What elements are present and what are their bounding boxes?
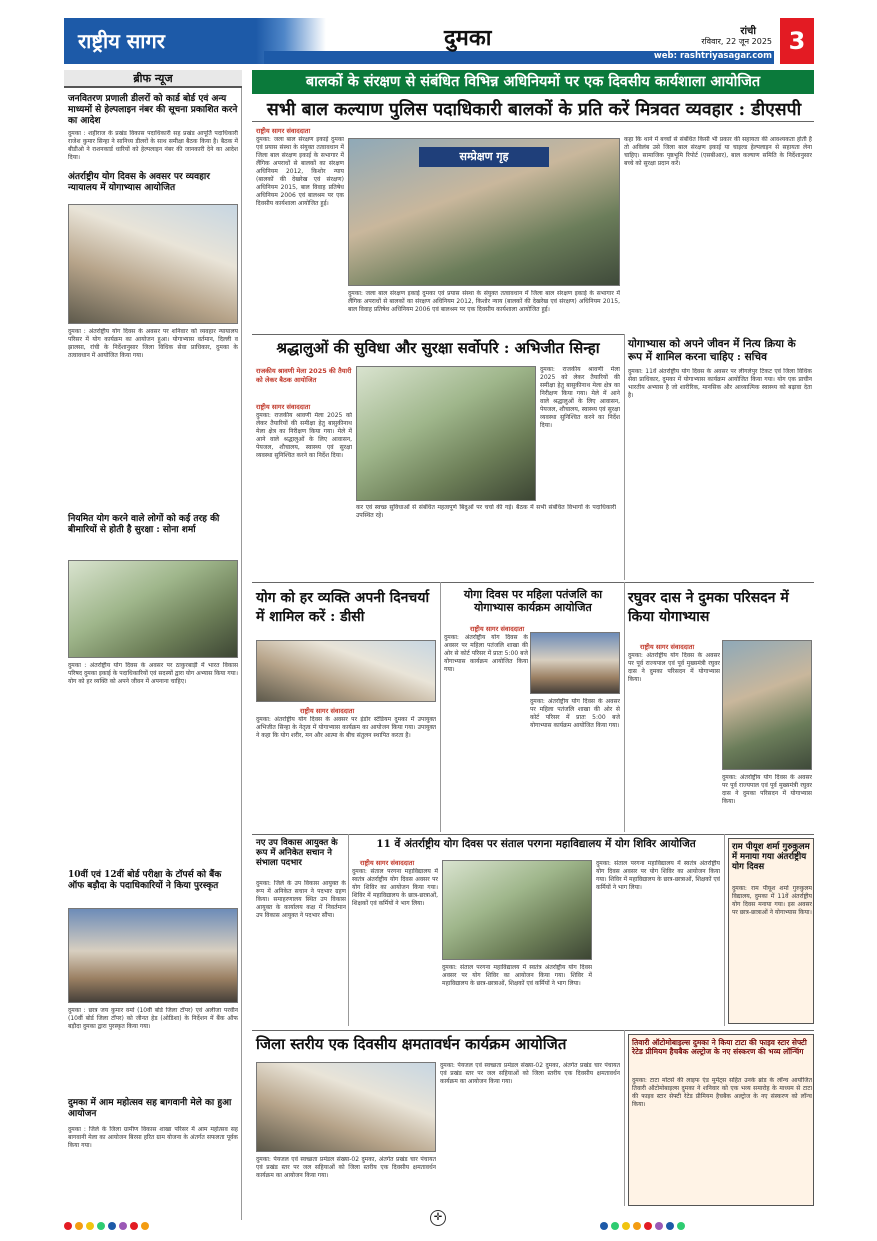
story-two-text-right: दुमका: राजकीय श्रावणी मेला 2025 को लेकर तैयारियों की समीक्षा हेतु बासुकीनाथ मेला क्षेत्र का निरीक्षण किया गया। मेले में आने वाले श्रद्धालुओं के लिए आवासन, पेयजल, शौचालय, स्वास्थ्य एवं सुरक्षा व्यवस्था सुनिश्चित करने का निर्देश दिया। bbox=[540, 366, 620, 429]
footer-dots-left bbox=[64, 1215, 152, 1225]
story-eight-headline: नए उप विकास आयुक्त के रूप में अनिकेत सचान ने संभाला पदभार bbox=[256, 838, 338, 869]
story-five-headline: योगा दिवस पर महिला पतंजलि का योगाभ्यास कार्यक्रम आयोजित bbox=[463, 588, 603, 615]
row-three-rule bbox=[252, 582, 814, 583]
story-five-text-right: दुमका: अंतर्राष्ट्रीय योग दिवस के अवसर पर महिला पतंजलि शाखा की ओर से कोर्ट परिसर में प्रातः 5:00 बजे योगाभ्यास कार्यक्रम आयोजित किया गया। bbox=[530, 698, 620, 729]
story-ten-text-right: दुमका: पेयजल एवं स्वच्छता प्रमंडल संख्या-02 दुमका, अंतर्गत प्रखंड चार पंचायत एवं प्रखंड स्तर पर जल सहियाओं को जिला स्तरीय एक दिवसीय क्षमतावर्धन कार्यक्रम का आयोजन किया गया। bbox=[440, 1062, 620, 1085]
brief-headline-5: दुमका में आम महोत्सव सह बागवानी मेले का हुआ आयोजन bbox=[68, 1098, 232, 1119]
story-three-headline: योगाभ्यास को अपने जीवन में नित्य क्रिया के रूप में शामिल करना चाहिए : सचिव bbox=[628, 338, 796, 363]
brief-headline-1: जनवितरण प्रणाली डीलरों को कार्ड बोर्ड एवं अन्य माध्यमों से हेल्पलाइन नंबर की सूचना प्रकाशित करने का आदेश bbox=[68, 94, 238, 126]
story-seven-text-left: दुमका: संताल परगना महाविद्यालय में स्वतंत्र अंतर्राष्ट्रीय योग दिवस अवसर पर योग शिविर का आयोजन किया गया। शिविर में महाविद्यालय के छात्र-छात्राओं, शिक्षकों एवं कर्मियों ने भाग लिया। bbox=[352, 868, 438, 907]
brief-text-4: दुमका : छात्र जय कुमार वर्मा (10वीं बोर्ड जिला टॉपर) एवं अलीजा परवीन (10वीं बोर्ड जिला टॉपर) को जीनत हेड (ओडिशा) के निर्देशन में बैंक ऑफ बड़ौदा दुमका द्वारा पुरस्कृत किया गया। bbox=[68, 1007, 238, 1030]
yoga-court-photo bbox=[68, 204, 238, 324]
yoga-camp-college-photo bbox=[442, 860, 592, 960]
indoor-stadium-yoga-photo bbox=[256, 640, 436, 702]
story-eleven-headline: तिवारी ऑटोमोबाइल्स दुमका ने किया टाटा की फाइव स्टार सेफ्टी रेटेड प्रीमियम हैचबैक अल्ट्रोज के नए संस्करण की भव्य लॉन्चिंग bbox=[632, 1038, 807, 1056]
masthead bbox=[64, 18, 814, 64]
photo-sign-board: सम्प्रेक्षण गृह bbox=[419, 147, 549, 167]
workshop-banner: बालकों के संरक्षण से संबंधित विभिन्न अधिनियमों पर एक दिवसीय कार्यशाला आयोजित bbox=[252, 70, 814, 94]
yoga-thakurbari-photo bbox=[68, 560, 238, 658]
story-four-headline: योग को हर व्यक्ति अपनी दिनचर्या में शामिल करें : डीसी bbox=[256, 590, 430, 625]
main-headline: सभी बाल कल्याण पुलिस पदाधिकारी बालकों के प्रति करें मित्रवत व्यवहार : डीएसपी bbox=[266, 100, 802, 120]
capacity-building-photo bbox=[256, 1062, 436, 1152]
story-six-text-left: दुमका: अंतर्राष्ट्रीय योग दिवस के अवसर पर पूर्व राज्यपाल एवं पूर्व मुख्यमंत्री रघुवर दास ने दुमका परिसदन में योगाभ्यास किया। bbox=[628, 652, 720, 683]
story-seven-text-right: दुमका: संताल परगना महाविद्यालय में स्वतंत्र अंतर्राष्ट्रीय योग दिवस अवसर पर योग शिविर का आयोजन किया गया। शिविर में महाविद्यालय के छात्र-छात्राओं, शिक्षकों एवं कर्मियों ने भाग लिया। bbox=[596, 860, 720, 891]
story-five-byline: राष्ट्रीय सागर संवाददाता bbox=[470, 625, 525, 633]
website-url[interactable]: web: rashtriyasagar.com bbox=[653, 51, 772, 61]
story-two-byline: राष्ट्रीय सागर संवाददाता bbox=[256, 403, 311, 411]
registration-mark-icon: ✛ bbox=[430, 1210, 446, 1226]
brief-text-3: दुमका : अंतर्राष्ट्रीय योग दिवस के अवसर पर ठाकुरबाड़ी में भारत विकास परिषद दुमका इकाई के पदाधिकारियों एवं सदस्यों द्वारा योग अभ्यास किया गया। योग को हर व्यक्ति को अपने जीवन में अपनाना चाहिए। bbox=[68, 662, 238, 685]
story-nine-headline: राम पीयूश शर्मा गुरुकुलम में मनाया गया अंतर्राष्ट्रीय योग दिवस bbox=[732, 842, 810, 873]
story-three-divider bbox=[624, 334, 625, 580]
story-six-text-right: दुमका: अंतर्राष्ट्रीय योग दिवस के अवसर पर पूर्व राज्यपाल एवं पूर्व मुख्यमंत्री रघुवर दास ने दुमका परिसदन में योगाभ्यास किया। bbox=[722, 774, 812, 805]
main-text-left: दुमका: जला बाल संरक्षण इकाई दुमका एवं प्रयास संस्था के संयुक्त तत्वावधान में जिला बाल संरक्षण इकाई के सभागार में लैंगिक अपराधों से बालकों का संरक्षण अधिनियम 2012, किशोर न्याय (बालकों की देखरेख एवं संरक्षण) अधिनियम 2015, बाल विवाह प्रतिषेध अधिनियम 2006 एवं बालश्रम पर एक दिवसीय कार्यशाला आयोजित हुई। bbox=[256, 136, 344, 207]
story-six-byline: राष्ट्रीय सागर संवाददाता bbox=[640, 643, 695, 651]
story-seven-divider-left bbox=[348, 834, 349, 1026]
story-nine-text: दुमका: राम पीयूश शर्मा गुरुकुलम विद्यालय, दुमका में 11वें अंतर्राष्ट्रीय योग दिवस मनाया गया। इस अवसर पर छात्र-छात्राओं ने योगाभ्यास किया। bbox=[732, 885, 812, 916]
brief-text-1: दुमका : शहीराज के प्रखंड विकास पदाधिकारी सह प्रखंड आपूर्ति पदाधिकारी राजेश कुमार सिन्हा ने सानिध्य डीलरों के साथ समीक्षा बैठक किया है। बैठक में बीडीओ ने राशनकार्ड धारियों को हेल्पलाइन नंबर की जानकारी देने का आदेश दिया। bbox=[68, 130, 238, 161]
shravani-mela-photo bbox=[356, 366, 536, 501]
brief-headline-2: अंतर्राष्ट्रीय योग दिवस के अवसर पर व्यवहार न्यायालय में योगाभ्यास आयोजित bbox=[68, 172, 210, 193]
story-five-divider bbox=[440, 582, 441, 832]
story-ten-headline: जिला स्तरीय एक दिवसीय क्षमतावर्धन कार्यक्रम आयोजित bbox=[256, 1035, 567, 1053]
story-eleven-divider bbox=[624, 1030, 625, 1206]
story-seven-text-mid: दुमका: संताल परगना महाविद्यालय में स्वतंत्र अंतर्राष्ट्रीय योग दिवस अवसर पर योग शिविर का आयोजन किया गया। शिविर में महाविद्यालय के छात्र-छात्राओं, शिक्षकों एवं कर्मियों ने भाग लिया। bbox=[442, 964, 592, 987]
story-two-headline: श्रद्धालुओं की सुविधा और सुरक्षा सर्वोपरि : अभिजीत सिन्हा bbox=[276, 339, 600, 357]
brief-news-title: ब्रीफ न्यूज bbox=[64, 70, 242, 88]
brand-name: राष्ट्रीय सागर bbox=[78, 29, 165, 53]
main-text-right: कहा कि थाने में बच्चों से संबंधित किसी भी प्रकार की सहायता की आवश्यकता होती है तो अविलंब उसे जिला बाल संरक्षण इकाई या चाइल्ड हेल्पलाइन से सहायता लेना चाहिए। सामाजिक पृष्ठभूमि रिपोर्ट (एसबीआर), बाल कल्याण समिति के निर्देशानुसार बच्चे को सुरक्षा प्रदान करें। bbox=[624, 136, 812, 167]
footer-dots-right bbox=[600, 1215, 688, 1225]
story-four-byline: राष्ट्रीय सागर संवाददाता bbox=[300, 707, 355, 715]
main-bottom-rule bbox=[252, 334, 624, 335]
raghubar-das-photo bbox=[722, 640, 812, 770]
brief-text-5: दुमका : जिले के जिला ग्रामीण विकास शाखा परिसर में आम महोत्सव सह बागवानी मेला का आयोजन बिरसा हरित ग्राम योजना के अंतर्गत सफलता पूर्वक किया गया। bbox=[68, 1126, 238, 1149]
story-two-text-left: दुमका: राजकीय श्रावणी मेला 2025 को लेकर तैयारियों की समीक्षा हेतु बासुकीनाथ मेला क्षेत्र का निरीक्षण किया गया। मेले में आने वाले श्रद्धालुओं के लिए आवासन, पेयजल, शौचालय, स्वास्थ्य एवं सुरक्षा व्यवस्था सुनिश्चित करने का निर्देश दिया। bbox=[256, 412, 352, 459]
brief-news-column bbox=[64, 70, 242, 1220]
brief-headline-3: नियमित योग करने वाले लोगों को कई तरह की बीमारियों से होती है सुरक्षा : सोना शर्मा bbox=[68, 514, 220, 535]
page-number: 3 bbox=[780, 18, 814, 64]
city-title: दुमका bbox=[444, 25, 492, 51]
story-nine-box bbox=[728, 838, 814, 1024]
brief-text-2: दुमका : अंतर्राष्ट्रीय योग दिवस के अवसर पर शनिवार को व्यवहार न्यायालय परिसर में योग कार्यक्रम का आयोजन हुआ। योगाभ्यास वर्तमान, दिल्ली व झालसा, रांची के निर्देशानुसार जिला विधिक सेवा प्राधिकार, दुमका के तत्वावधान में आयोजित किया गया। bbox=[68, 328, 238, 359]
edition-date: रविवार, 22 जून 2025 bbox=[701, 37, 772, 46]
brief-headline-4: 10वीं एवं 12वीं बोर्ड परीक्षा के टॉपर्स को बैंक ऑफ बड़ौदा के पदाधिकारियों ने किया पुरस्कृत bbox=[68, 870, 222, 891]
story-two-text-bottom: कर एवं स्वच्छ सुविधाओं से संबंधित महत्वपूर्ण बिंदुओं पर चर्चा की गई। बैठक में सभी संबंधित विभागों के पदाधिकारी उपस्थित रहे। bbox=[356, 504, 616, 519]
observation-home-photo bbox=[348, 138, 620, 286]
story-five-text-left: दुमका: अंतर्राष्ट्रीय योग दिवस के अवसर पर महिला पतंजलि शाखा की ओर से कोर्ट परिसर में प्रातः 5:00 बजे योगाभ्यास कार्यक्रम आयोजित किया गया। bbox=[444, 634, 528, 673]
story-three-text: दुमका: 11वें अंतर्राष्ट्रीय योग दिवस के अवसर पर लीगलेपुर टिकट एवं जिला विधिक सेवा प्राधिकार, दुमका में योगाभ्यास कार्यक्रम आयोजित किया गया। योग एक प्राचीन भारतीय अभ्यास है जो शारीरिक, मानसिक और आध्यात्मिक स्वास्थ्य को बढ़ावा देता है। bbox=[628, 368, 812, 399]
story-seven-byline: राष्ट्रीय सागर संवाददाता bbox=[360, 859, 415, 867]
story-six-headline: रघुवर दास ने दुमका परिसदन में किया योगाभ्यास bbox=[628, 590, 789, 625]
story-nine-divider bbox=[724, 834, 725, 1026]
brand-block bbox=[64, 18, 264, 64]
story-eight-text: दुमका: जिले के उप विकास आयुक्त के रूप में अनिकेत सचान ने पदभार ग्रहण किया। समाहरणालय स्थित उप विकास आयुक्त के कार्यालय कक्ष में निवर्तमान उप विकास आयुक्त ने पदभार सौंपा। bbox=[256, 880, 346, 919]
story-four-text: दुमका: अंतर्राष्ट्रीय योग दिवस के अवसर पर इंडोर स्टेडियम दुमका में उपायुक्त अभिजीत सिन्हा के नेतृत्व में योगाभ्यास कार्यक्रम का आयोजन किया गया। उपायुक्त ने कहा कि योग शरीर, मन और आत्मा के बीच संतुलन स्थापित करता है। bbox=[256, 716, 436, 739]
story-eleven-text: दुमका: टाटा मोटर्स की लाइफ एंड मुमेंट्स सहित उनके ब्रांड के लॉन्च आयोजित तिवारी ऑटोमोबाइल्स दुमका ने शनिवार को एक भव्य समारोह के माध्यम से टाटा की फाइव स्टार सेफ्टी रेटेड प्रीमियम हैचबैक अल्ट्रोज के नए संस्करण को लॉन्च किया। bbox=[632, 1077, 812, 1108]
story-seven-headline: 11 वें अंतर्राष्ट्रीय योग दिवस पर संताल परगना महाविद्यालय में योग शिविर आयोजित bbox=[376, 838, 696, 850]
story-eleven-box bbox=[628, 1034, 814, 1206]
story-two-tag: राजकीय श्रावणी मेला 2025 की तैयारी को लेकर बैठक आयोजित bbox=[256, 367, 352, 384]
main-text-mid: दुमका: जला बाल संरक्षण इकाई दुमका एवं प्रयास संस्था के संयुक्त तत्वावधान में जिला बाल संरक्षण इकाई के सभागार में लैंगिक अपराधों से बालकों का संरक्षण अधिनियम 2012, किशोर न्याय (बालकों की देखरेख एवं संरक्षण) अधिनियम 2015, बाल विवाह प्रतिषेध अधिनियम 2006 एवं बालश्रम पर एक दिवसीय कार्यशाला आयोजित हुई। bbox=[348, 290, 620, 313]
story-six-divider bbox=[624, 582, 625, 832]
patanjali-yoga-photo bbox=[530, 632, 620, 694]
row-five-rule bbox=[252, 1030, 814, 1031]
edition-place: रांची bbox=[740, 26, 756, 37]
main-headline-rule bbox=[252, 121, 814, 122]
main-byline: राष्ट्रीय सागर संवाददाता bbox=[256, 127, 311, 135]
bank-toppers-photo bbox=[68, 908, 238, 1003]
story-ten-text-left: दुमका: पेयजल एवं स्वच्छता प्रमंडल संख्या-02 दुमका, अंतर्गत प्रखंड चार पंचायत एवं प्रखंड स्तर पर जल सहियाओं को जिला स्तरीय एक दिवसीय क्षमतावर्धन कार्यक्रम का आयोजन किया गया। bbox=[256, 1156, 436, 1179]
row-four-rule bbox=[252, 834, 814, 835]
